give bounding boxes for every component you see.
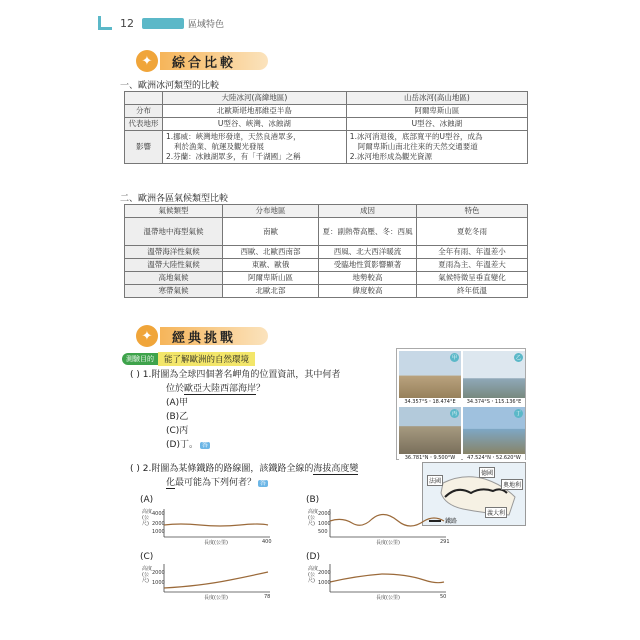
corner-mark-icon xyxy=(98,16,112,30)
answer-tag: 答 xyxy=(201,442,208,449)
table-cell: U型谷、峽灣、冰蝕湖 xyxy=(163,118,347,131)
elevation-line xyxy=(330,514,444,526)
option-b[interactable]: (B)乙 xyxy=(166,412,189,422)
table2-caption: 二、歐洲各區氣候類型比較 xyxy=(120,194,229,204)
map-label: 奧地利 xyxy=(501,479,523,490)
header-tag xyxy=(142,18,184,29)
graph-d[interactable]: (D) 高度(公尺) 2000 1000 長度(公里) 50 xyxy=(306,552,447,601)
option-a[interactable]: (A)甲 xyxy=(166,398,189,408)
col-header: 氣候類型 xyxy=(125,205,223,218)
objective-text: 能了解歐洲的自然環境 xyxy=(158,352,255,366)
graph-a[interactable]: (A) 高度(公尺) 4000 2000 1000 長度(公里) 400 xyxy=(140,495,272,546)
answer-blank[interactable]: ( ) xyxy=(130,370,140,380)
table-cell: 夏雨為主、年溫差大 xyxy=(417,259,528,272)
table-cell: 阿爾卑斯山區 xyxy=(223,272,319,285)
photo-ding: 丁 47.524°N・52.620°W xyxy=(463,407,525,461)
col-header: 山岳冰河(高山地區) xyxy=(346,92,527,105)
question-1: ( ) 1.附圖為全球四個著名岬角的位置資訊，其中何者 位於歐亞大陸西部海岸？ (A)甲 (B)乙 (C)丙 (D)丁。 答 xyxy=(130,370,341,450)
row-label: 高地氣候 xyxy=(125,272,223,285)
table-cell: 緯度較高 xyxy=(319,285,417,298)
table-cell: 南歐 xyxy=(223,218,319,246)
elevation-line xyxy=(330,574,444,583)
banner-label: 經典挑戰 xyxy=(160,327,268,345)
photo-yi: 乙 34.374°S・115.136°E xyxy=(463,351,525,405)
row-label: 代表地形 xyxy=(125,118,163,131)
table-cell: 阿爾卑斯山區 xyxy=(346,105,527,118)
table-cell: 受臨地性質影響顯著 xyxy=(319,259,417,272)
textbook-page xyxy=(100,0,540,640)
section-banner-compare xyxy=(136,50,268,72)
elevation-line xyxy=(164,572,268,588)
col-header: 特色 xyxy=(417,205,528,218)
page-number: 12 xyxy=(120,16,134,30)
table-cell: 西歐、北歐西南部 xyxy=(223,246,319,259)
table-cell: 西風、北大西洋暖流 xyxy=(319,246,417,259)
option-c[interactable]: (C)丙 xyxy=(166,426,189,436)
row-label: 影響 xyxy=(125,131,163,164)
objective-bar xyxy=(122,352,255,365)
elevation-line xyxy=(164,524,268,526)
row-label: 溫帶地中海型氣候 xyxy=(125,218,223,246)
page-header xyxy=(100,14,540,32)
climate-table xyxy=(124,204,528,298)
col-header: 分布地區 xyxy=(223,205,319,218)
table-cell: 全年有雨、年溫差小 xyxy=(417,246,528,259)
map-label: 德國 xyxy=(479,467,495,478)
lightbulb-icon: ✦ xyxy=(136,50,158,72)
glacier-table xyxy=(124,91,528,164)
table-cell: 北歐北部 xyxy=(223,285,319,298)
row-label: 分布 xyxy=(125,105,163,118)
question-2: ( ) 2.附圖為某條鐵路的路線圖，該鐵路全線的海拔高度變 化最可能為下列何者？ 答 xyxy=(130,464,359,488)
table-cell: 1.冰河消退後，底部寬平的U型谷，成為 阿爾卑斯山南北往來的天然交通要道 2.冰河地形成為觀光資源 xyxy=(346,131,527,164)
cape-photo-grid xyxy=(396,348,526,460)
table-cell: 東歐、歐俄 xyxy=(223,259,319,272)
table-cell: 夏：副熱帶高壓、冬：西風 xyxy=(319,218,417,246)
table1-caption: 一、歐洲冰河類型的比較 xyxy=(120,81,220,91)
option-d[interactable]: (D)丁。 xyxy=(166,440,198,450)
col-header: 成因 xyxy=(319,205,417,218)
table-cell: 北歐斯堪地那維亞半島 xyxy=(163,105,347,118)
graph-b[interactable]: (B) 高度(公尺) 2000 1000 500 長度(公里) 291 xyxy=(306,495,450,546)
table-cell: 夏乾冬雨 xyxy=(417,218,528,246)
answer-blank[interactable]: ( ) xyxy=(130,464,140,474)
photo-bing: 丙 36.781°N・9.500°W xyxy=(399,407,461,461)
objective-tag: 測驗目的 xyxy=(122,353,158,365)
map-label: 義大利 xyxy=(485,507,507,518)
row-label: 溫帶海洋性氣候 xyxy=(125,246,223,259)
section-banner-challenge xyxy=(136,325,268,347)
legend-label: 鐵路 xyxy=(445,518,458,525)
row-label: 寒帶氣候 xyxy=(125,285,223,298)
col-header: 大陸冰河(高緯地區) xyxy=(163,92,347,105)
answer-tag: 答 xyxy=(260,480,267,487)
table-cell: 氣候特徵呈垂直變化 xyxy=(417,272,528,285)
banner-label: 綜合比較 xyxy=(160,52,268,70)
map-label: 法國 xyxy=(427,475,443,486)
header-title: 區域特色 xyxy=(188,19,225,30)
lightbulb-icon: ✦ xyxy=(136,325,158,347)
table-cell: U型谷、冰蝕湖 xyxy=(346,118,527,131)
row-label: 溫帶大陸性氣候 xyxy=(125,259,223,272)
table-cell: 地勢較高 xyxy=(319,272,417,285)
graph-c[interactable]: (C) 高度(公尺) 2000 1000 長度(公里) 78 xyxy=(140,552,271,601)
photo-jia: 甲 34.357°S・18.474°E xyxy=(399,351,461,405)
table-cell: 終年低溫 xyxy=(417,285,528,298)
table-cell: 1.挪威：峽灣地形發達，天然良港眾多， 利於漁業、航運及觀光發展 2.芬蘭：冰蝕湖眾多，有「千湖國」之稱 xyxy=(163,131,347,164)
